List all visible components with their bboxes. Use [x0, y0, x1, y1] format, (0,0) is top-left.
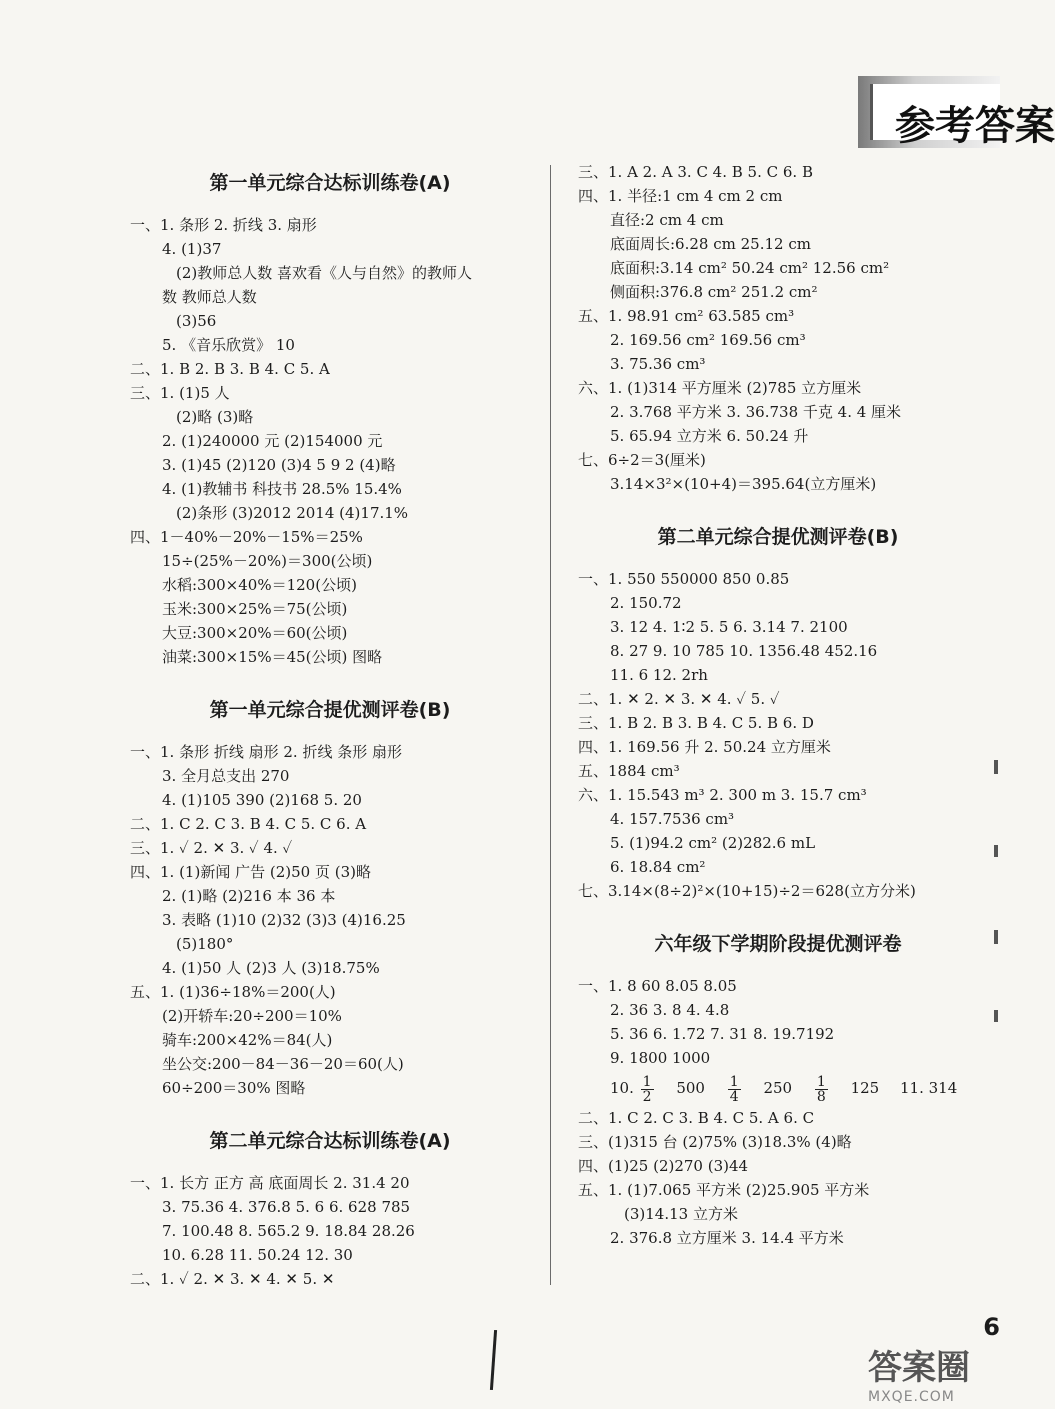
edge-mark — [994, 930, 998, 944]
answer-line: 4. 157.7536 cm³ — [610, 810, 735, 828]
answer-line: 5. (1)94.2 cm² (2)282.6 mL — [610, 834, 816, 852]
answer-line: 二、1. C 2. C 3. B 4. C 5. C 6. A — [130, 815, 367, 833]
answer-line: 6. 18.84 cm² — [610, 858, 706, 876]
value: 125 — [850, 1079, 880, 1097]
answer-line: 3. 75.36 cm³ — [610, 355, 706, 373]
answer-line: 直径:2 cm 4 cm — [610, 211, 724, 229]
section-title: 六年级下学期阶段提优测评卷 — [654, 933, 902, 955]
fraction-answer-line — [578, 1070, 978, 1106]
answer-line: 5. 《音乐欣赏》 10 — [162, 336, 295, 354]
answer-banner — [858, 76, 1055, 149]
pen-stroke — [490, 1330, 497, 1390]
answer-line: 3. (1)45 (2)120 (3)4 5 9 2 (4)略 — [162, 456, 396, 474]
value: 500 — [676, 1079, 705, 1097]
answer-line: 四、1. (1)新闻 广告 (2)50 页 (3)略 — [130, 863, 371, 881]
answer-line: 玉米:300×25%＝75(公顷) — [162, 600, 348, 618]
answer-line: 三、1. B 2. B 3. B 4. C 5. B 6. D — [578, 714, 814, 732]
answer-line: 8. 27 9. 10 785 10. 1356.48 452.16 — [610, 642, 878, 660]
answer-line: 四、1. 169.56 升 2. 50.24 立方厘米 — [578, 738, 831, 756]
column-divider — [550, 165, 551, 1285]
answer-line: 四、1－40%－20%－15%＝25% — [130, 528, 363, 546]
denominator: 2 — [642, 1088, 652, 1105]
watermark-logo: 答案圈 — [868, 1348, 970, 1388]
answer-line: 4. (1)105 390 (2)168 5. 20 — [162, 791, 362, 809]
answer-line: 六、1. 15.543 m³ 2. 300 m 3. 15.7 cm³ — [578, 786, 867, 804]
answer-line: 4. (1)50 人 (2)3 人 (3)18.75% — [162, 959, 380, 977]
answer-line: 5. 36 6. 1.72 7. 31 8. 19.7192 — [610, 1025, 835, 1043]
answer-line: 一、1. 550 550000 850 0.85 — [578, 570, 790, 588]
fraction — [815, 1075, 828, 1104]
section-title: 第二单元综合提优测评卷(B) — [657, 526, 899, 548]
answer-line: 一、1. 长方 正方 高 底面周长 2. 31.4 20 — [130, 1174, 410, 1192]
section-title: 第一单元综合达标训练卷(A) — [209, 172, 451, 194]
denominator: 8 — [816, 1088, 826, 1105]
answer-line: 一、1. 条形 折线 扇形 2. 折线 条形 扇形 — [130, 743, 403, 761]
watermark-url: MXQE.COM — [868, 1389, 955, 1405]
denominator: 4 — [729, 1088, 739, 1105]
answer-line: 三、1. (1)5 人 — [130, 384, 230, 402]
answer-line: 三、1. A 2. A 3. C 4. B 5. C 6. B — [578, 163, 813, 181]
answer-line: 60÷200＝30% 图略 — [162, 1079, 306, 1097]
section-title: 第一单元综合提优测评卷(B) — [209, 699, 451, 721]
answer-line: 3. 全月总支出 270 — [162, 767, 290, 785]
answer-line: 3. 75.36 4. 376.8 5. 6 6. 628 785 — [162, 1198, 411, 1216]
answer-line: 七、6÷2＝3(厘米) — [578, 451, 706, 469]
edge-mark — [994, 845, 998, 857]
answer-line: (3)14.13 立方米 — [624, 1205, 738, 1223]
answer-line: 2. (1)240000 元 (2)154000 元 — [162, 432, 383, 450]
answer-line: 大豆:300×20%＝60(公顷) — [162, 624, 348, 642]
answer-line: (2)条形 (3)2012 2014 (4)17.1% — [176, 504, 409, 522]
answer-line: 四、(1)25 (2)270 (3)44 — [578, 1157, 749, 1175]
numerator: 1 — [816, 1073, 826, 1090]
answer-line: 4. (1)37 — [162, 240, 222, 258]
answer-line: 3. 12 4. 1∶2 5. 5 6. 3.14 7. 2100 — [610, 618, 848, 636]
answer-line: 四、1. 半径:1 cm 4 cm 2 cm — [578, 187, 783, 205]
answer-line: 4. (1)教辅书 科技书 28.5% 15.4% — [162, 480, 402, 498]
answer-line: 7. 100.48 8. 565.2 9. 18.84 28.26 — [162, 1222, 415, 1240]
answer-line: 坐公交:200－84－36－20＝60(人) — [162, 1055, 404, 1073]
answer-line: 2. 3.768 平方米 3. 36.738 千克 4. 4 厘米 — [610, 403, 902, 421]
answer-line: 二、1. ✕ 2. ✕ 3. ✕ 4. ✓ 5. ✓ — [578, 690, 780, 708]
answer-line: 2. 36 3. 8 4. 4.8 — [610, 1001, 730, 1019]
answer-line: 三、(1)315 台 (2)75% (3)18.3% (4)略 — [578, 1133, 852, 1151]
fraction — [728, 1075, 741, 1104]
answer-line: 侧面积:376.8 cm² 251.2 cm² — [610, 283, 818, 301]
answer-line: 五、1. 98.91 cm² 63.585 cm³ — [578, 307, 795, 325]
value: 11. 314 — [900, 1079, 958, 1097]
answer-line: 3.14×3²×(10+4)＝395.64(立方厘米) — [610, 475, 877, 493]
answer-line: 15÷(25%－20%)＝300(公顷) — [162, 552, 373, 570]
answer-line: 9. 1800 1000 — [610, 1049, 711, 1067]
answer-line: 底面周长:6.28 cm 25.12 cm — [610, 235, 811, 253]
answer-line: 2. 169.56 cm² 169.56 cm³ — [610, 331, 806, 349]
answer-line: 七、3.14×(8÷2)²×(10+15)÷2＝628(立方分米) — [578, 882, 916, 900]
edge-mark — [994, 1010, 998, 1022]
section-title: 第二单元综合达标训练卷(A) — [209, 1130, 451, 1152]
answer-line: 数 教师总人数 — [162, 288, 257, 306]
item-number: 10. — [610, 1079, 634, 1097]
answer-line: 11. 6 12. 2rh — [610, 666, 708, 684]
answer-line: 五、1884 cm³ — [578, 762, 680, 780]
numerator: 1 — [729, 1073, 739, 1090]
edge-mark — [994, 760, 998, 774]
answer-line: 骑车:200×42%＝84(人) — [162, 1031, 333, 1049]
answer-line: 五、1. (1)36÷18%＝200(人) — [130, 983, 336, 1001]
answer-line: 二、1. ✓ 2. ✕ 3. ✕ 4. ✕ 5. ✕ — [130, 1270, 335, 1288]
answer-line: 2. 150.72 — [610, 594, 682, 612]
value: 250 — [763, 1079, 793, 1097]
answer-line: 水稻:300×40%＝120(公顷) — [162, 576, 357, 594]
page-number: 6 — [983, 1313, 1000, 1341]
answer-line: 5. 65.94 立方米 6. 50.24 升 — [610, 427, 809, 445]
answer-line: 二、1. C 2. C 3. B 4. C 5. A 6. C — [578, 1109, 815, 1127]
answer-line: (3)56 — [176, 312, 217, 330]
answer-line: 底面积:3.14 cm² 50.24 cm² 12.56 cm² — [610, 259, 890, 277]
answer-line: (2)开轿车:20÷200＝10% — [162, 1007, 342, 1025]
right-column — [578, 160, 978, 1250]
answer-line: 10. 6.28 11. 50.24 12. 30 — [162, 1246, 353, 1264]
answer-line: 油菜:300×15%＝45(公顷) 图略 — [162, 648, 383, 666]
watermark — [868, 1340, 1000, 1405]
banner-title: 参考答案 — [895, 103, 1055, 149]
answer-line: 一、1. 8 60 8.05 8.05 — [578, 977, 737, 995]
answer-line: 一、1. 条形 2. 折线 3. 扇形 — [130, 216, 317, 234]
answer-line: (5)180° — [176, 935, 234, 953]
answer-line: 3. 表略 (1)10 (2)32 (3)3 (4)16.25 — [162, 911, 406, 929]
answer-line: 五、1. (1)7.065 平方米 (2)25.905 平方米 — [578, 1181, 870, 1199]
answer-line: 2. 376.8 立方厘米 3. 14.4 平方米 — [610, 1229, 844, 1247]
answer-line: (2)略 (3)略 — [176, 408, 254, 426]
answer-line: 二、1. B 2. B 3. B 4. C 5. A — [130, 360, 330, 378]
answer-line: 六、1. (1)314 平方厘米 (2)785 立方厘米 — [578, 379, 862, 397]
left-column — [130, 160, 530, 1291]
answer-line: 2. (1)略 (2)216 本 36 本 — [162, 887, 336, 905]
answer-line: (2)教师总人数 喜欢看《人与自然》的教师人 — [176, 264, 473, 282]
numerator: 1 — [642, 1073, 652, 1090]
answer-line: 三、1. ✓ 2. ✕ 3. ✓ 4. ✓ — [130, 839, 293, 857]
fraction — [641, 1075, 654, 1104]
banner-inner — [870, 84, 1055, 149]
